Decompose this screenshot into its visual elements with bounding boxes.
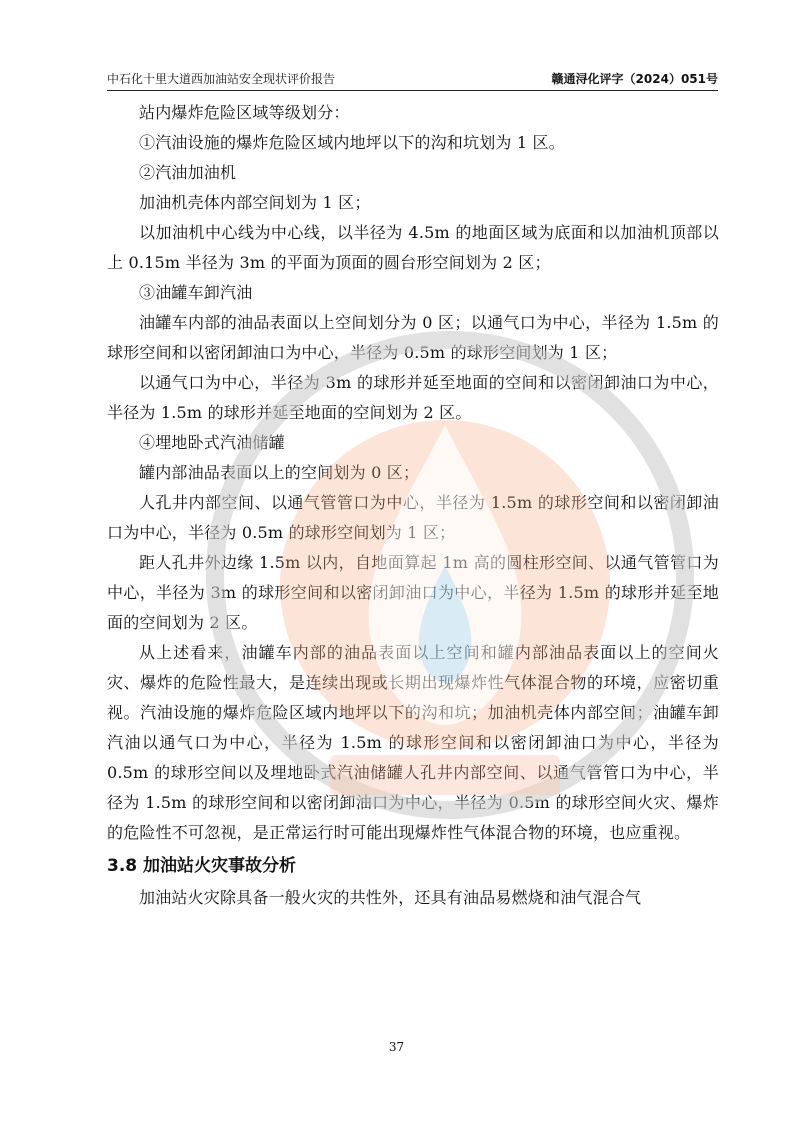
paragraph-tank-zone0: 罐内部油品表面以上的空间划为 0 区； — [139, 463, 420, 482]
header-divider — [107, 90, 718, 91]
paragraph-summary: 从上述看来，油罐车内部的油品表面以上空间和罐内部油品表面以上的空间火灾、爆炸的危险性最大，是连续出现或长期出现爆炸性气体混合物的环境，应密切重视。汽油设施的爆炸危险区域内地坪以下的沟和坑；加油机壳体内部空间；油罐车卸汽油以通气口为中心，半径为 1.5m 的球形空间和以密闭卸油口为中心，半径为 0.5m 的球形空间以及埋地卧式汽油储罐人孔井内部空间、以通气管管口为中心，半径为 1.5m 的球形空间和以密闭卸油口为中心，半径为 0.5m 的球形空间火灾、爆炸的危险性不可忽视，是正常运行时可能出现爆炸性气体混合物的环境，也应重视。 — [107, 643, 719, 842]
paragraph-tank-zone1: 人孔井内部空间、以通气管管口为中心，半径为 1.5m 的球形空间和以密闭卸油口为中心，半径为 0.5m 的球形空间划为 1 区； — [107, 493, 719, 542]
page-number: 37 — [388, 1040, 405, 1054]
paragraph-fire-analysis: 加油站火灾除具备一般火灾的共性外，还具有油品易燃烧和油气混合气 — [139, 888, 642, 907]
paragraph-item-1: ①汽油设施的爆炸危险区域内地坪以下的沟和坑划为 1 区。 — [139, 133, 565, 152]
paragraph-item-3-title: ③油罐车卸汽油 — [139, 283, 253, 302]
paragraph-dispenser-zone2: 以加油机中心线为中心线，以半径为 4.5m 的地面区域为底面和以加油机顶部以上 0.15m 半径为 3m 的平面为顶面的圆台形空间划为 2 区； — [107, 223, 719, 272]
paragraph-tanker-zone2: 以通气口为中心，半径为 3m 的球形并延至地面的空间和以密闭卸油口为中心，半径为 1.5m 的球形并延至地面的空间划为 2 区。 — [107, 373, 719, 422]
paragraph-zone-classification: 站内爆炸危险区域等级划分： — [139, 103, 350, 122]
page-header — [107, 70, 718, 88]
paragraph-tanker-zone0-1: 油罐车内部的油品表面以上空间划分为 0 区；以通气口为中心，半径为 1.5m 的球形空间和以密闭卸油口为中心，半径为 0.5m 的球形空间划为 1 区； — [107, 313, 719, 362]
report-number: 赣通浔化评字（2024）051号 — [551, 72, 718, 86]
report-title: 中石化十里大道西加油站安全现状评价报告 — [107, 72, 336, 86]
paragraph-dispenser-zone1: 加油机壳体内部空间划为 1 区； — [139, 193, 371, 212]
section-heading: 3.8 加油站火灾事故分析 — [107, 856, 297, 876]
paragraph-tank-zone2: 距人孔井外边缘 1.5m 以内，自地面算起 1m 高的圆柱形空间、以通气管管口为中心，半径为 3m 的球形空间和以密闭卸油口为中心，半径为 1.5m 的球形并延至地面的空间划为 2 区。 — [107, 553, 719, 632]
paragraph-item-2-title: ②汽油加油机 — [139, 163, 237, 182]
body-text — [107, 98, 719, 913]
paragraph-item-4-title: ④埋地卧式汽油储罐 — [139, 433, 285, 452]
